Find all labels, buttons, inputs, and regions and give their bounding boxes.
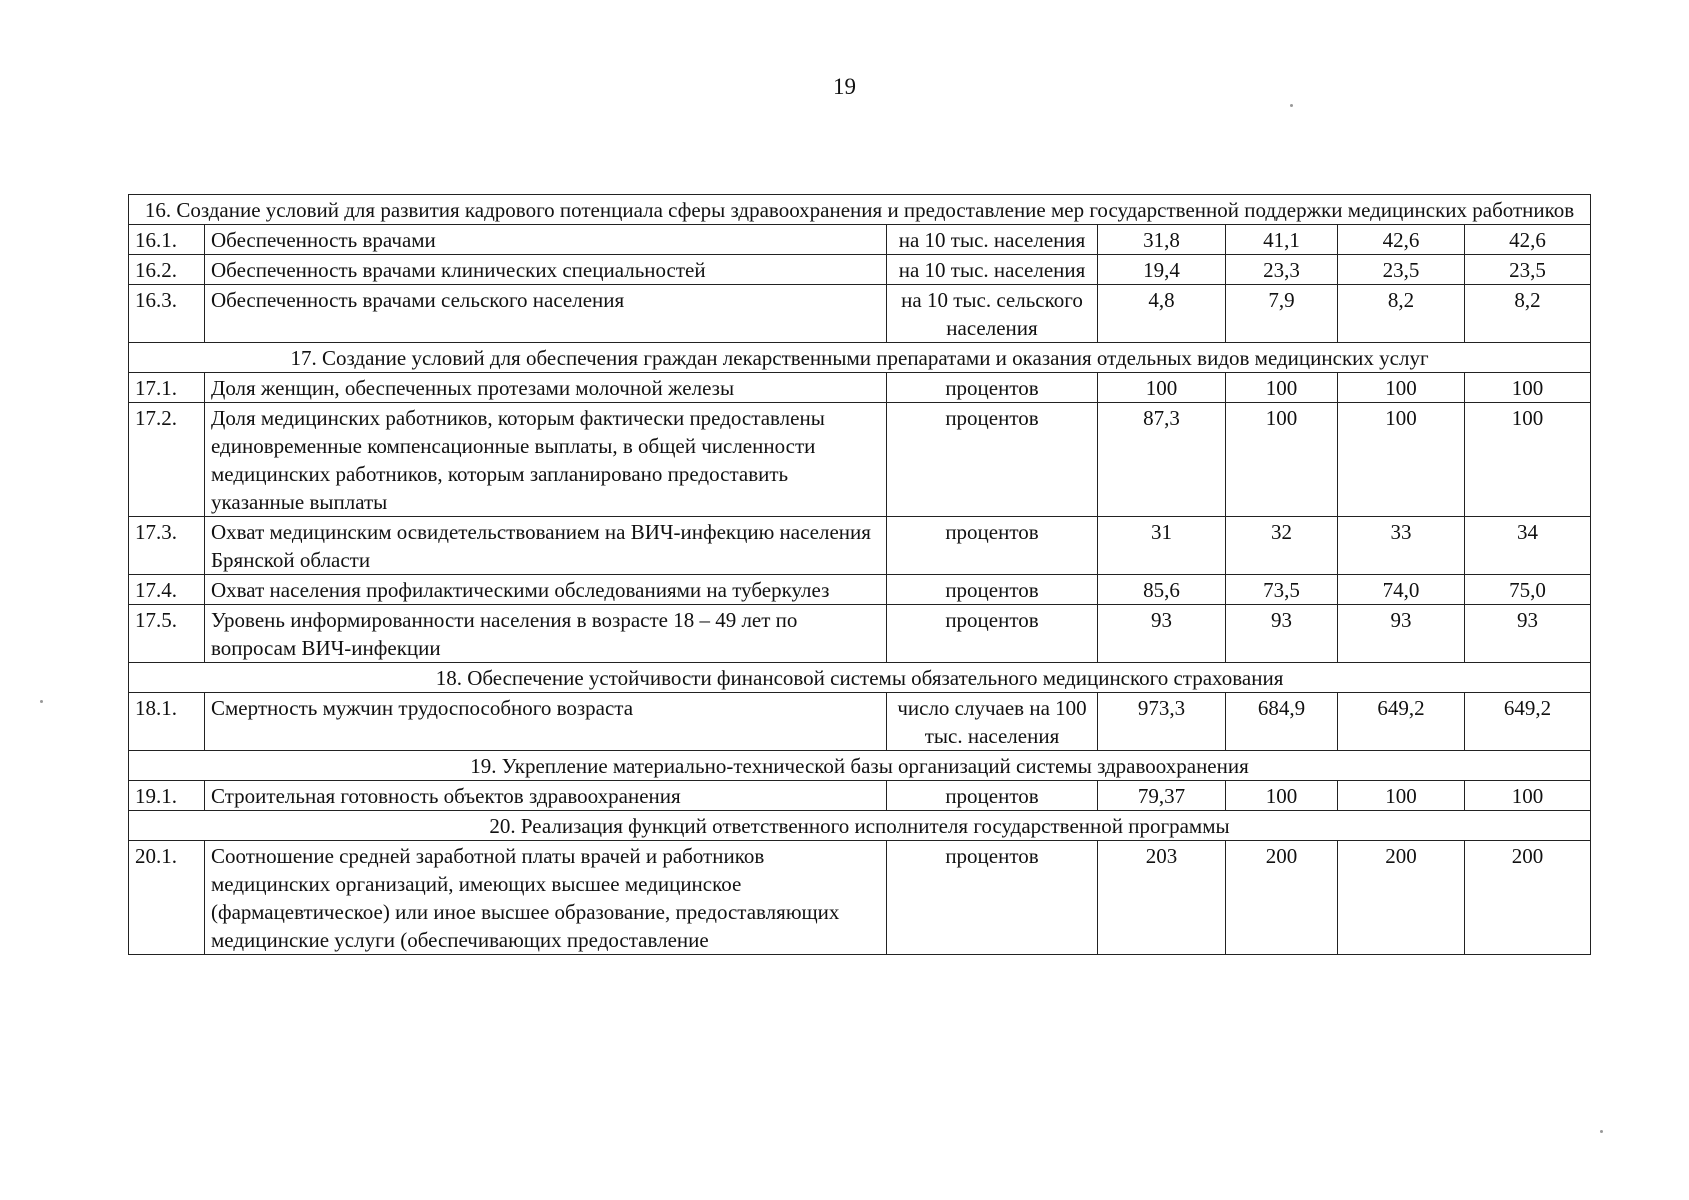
value-cell: 75,0: [1465, 575, 1591, 605]
value-cell: 100: [1226, 373, 1338, 403]
table-row: [129, 403, 1591, 517]
unit-cell: процентов: [887, 841, 1098, 955]
value-cell: 100: [1226, 781, 1338, 811]
unit-cell: процентов: [887, 373, 1098, 403]
value-cell: 93: [1338, 605, 1465, 663]
section-header-row: [129, 751, 1591, 781]
section-header-row: [129, 195, 1591, 225]
value-cell: 973,3: [1098, 693, 1226, 751]
unit-cell: процентов: [887, 781, 1098, 811]
table-row: [129, 225, 1591, 255]
section-title: 19. Укрепление материально-технической базы организаций системы здравоохранения: [129, 751, 1591, 781]
value-cell: 41,1: [1226, 225, 1338, 255]
row-number: 17.4.: [129, 575, 205, 605]
row-number: 16.3.: [129, 285, 205, 343]
indicator-name: Доля медицинских работников, которым фактически предоставлены единовременные компенсационные выплаты, в общей численности медицинских работников, которым запланировано предоставить указанные выплаты: [205, 403, 887, 517]
value-cell: 74,0: [1338, 575, 1465, 605]
table-row: [129, 575, 1591, 605]
scan-speck: [1290, 104, 1293, 107]
row-number: 16.1.: [129, 225, 205, 255]
value-cell: 100: [1338, 781, 1465, 811]
indicator-name: Соотношение средней заработной платы врачей и работников медицинских организаций, имеющих высшее медицинское (фармацевтическое) или иное высшее образование, предоставляющих медицинские услуги (обеспечивающих предоставление: [205, 841, 887, 955]
value-cell: 100: [1098, 373, 1226, 403]
section-header-row: [129, 811, 1591, 841]
scan-speck: [1600, 1130, 1603, 1133]
indicator-name: Строительная готовность объектов здравоохранения: [205, 781, 887, 811]
value-cell: 23,3: [1226, 255, 1338, 285]
section-header-row: [129, 343, 1591, 373]
row-number: 16.2.: [129, 255, 205, 285]
value-cell: 200: [1465, 841, 1591, 955]
value-cell: 32: [1226, 517, 1338, 575]
value-cell: 93: [1098, 605, 1226, 663]
unit-cell: на 10 тыс. населения: [887, 225, 1098, 255]
table-row: [129, 841, 1591, 955]
table-row: [129, 373, 1591, 403]
table-row: [129, 693, 1591, 751]
indicator-name: Охват медицинским освидетельствованием на ВИЧ-инфекцию населения Брянской области: [205, 517, 887, 575]
value-cell: 200: [1338, 841, 1465, 955]
indicator-name: Смертность мужчин трудоспособного возраста: [205, 693, 887, 751]
value-cell: 34: [1465, 517, 1591, 575]
table-row: [129, 605, 1591, 663]
value-cell: 8,2: [1338, 285, 1465, 343]
table-row: [129, 517, 1591, 575]
value-cell: 649,2: [1338, 693, 1465, 751]
table-row: [129, 255, 1591, 285]
value-cell: 100: [1465, 403, 1591, 517]
value-cell: 684,9: [1226, 693, 1338, 751]
value-cell: 19,4: [1098, 255, 1226, 285]
unit-cell: процентов: [887, 403, 1098, 517]
table-row: [129, 781, 1591, 811]
section-title: 20. Реализация функций ответственного исполнителя государственной программы: [129, 811, 1591, 841]
value-cell: 100: [1338, 403, 1465, 517]
value-cell: 8,2: [1465, 285, 1591, 343]
value-cell: 7,9: [1226, 285, 1338, 343]
row-number: 20.1.: [129, 841, 205, 955]
section-header-row: [129, 663, 1591, 693]
value-cell: 42,6: [1338, 225, 1465, 255]
value-cell: 33: [1338, 517, 1465, 575]
value-cell: 31: [1098, 517, 1226, 575]
unit-cell: число случаев на 100 тыс. населения: [887, 693, 1098, 751]
value-cell: 4,8: [1098, 285, 1226, 343]
unit-cell: процентов: [887, 517, 1098, 575]
row-number: 17.1.: [129, 373, 205, 403]
row-number: 17.2.: [129, 403, 205, 517]
value-cell: 100: [1465, 781, 1591, 811]
value-cell: 42,6: [1465, 225, 1591, 255]
unit-cell: процентов: [887, 575, 1098, 605]
value-cell: 93: [1465, 605, 1591, 663]
row-number: 17.3.: [129, 517, 205, 575]
value-cell: 79,37: [1098, 781, 1226, 811]
section-title: 17. Создание условий для обеспечения граждан лекарственными препаратами и оказания отдельных видов медицинских услуг: [129, 343, 1591, 373]
unit-cell: на 10 тыс. населения: [887, 255, 1098, 285]
value-cell: 100: [1465, 373, 1591, 403]
unit-cell: на 10 тыс. сельского населения: [887, 285, 1098, 343]
value-cell: 85,6: [1098, 575, 1226, 605]
scan-speck: [40, 700, 43, 703]
indicator-name: Охват населения профилактическими обследованиями на туберкулез: [205, 575, 887, 605]
value-cell: 31,8: [1098, 225, 1226, 255]
value-cell: 100: [1338, 373, 1465, 403]
value-cell: 93: [1226, 605, 1338, 663]
section-title: 16. Создание условий для развития кадрового потенциала сферы здравоохранения и предоставление мер государственной поддержки медицинских работников: [129, 195, 1591, 225]
indicators-table: [128, 194, 1591, 955]
value-cell: 200: [1226, 841, 1338, 955]
row-number: 19.1.: [129, 781, 205, 811]
indicator-name: Обеспеченность врачами клинических специальностей: [205, 255, 887, 285]
value-cell: 73,5: [1226, 575, 1338, 605]
value-cell: 203: [1098, 841, 1226, 955]
indicator-name: Обеспеченность врачами: [205, 225, 887, 255]
section-title: 18. Обеспечение устойчивости финансовой системы обязательного медицинского страхования: [129, 663, 1591, 693]
table-row: [129, 285, 1591, 343]
value-cell: 649,2: [1465, 693, 1591, 751]
value-cell: 100: [1226, 403, 1338, 517]
value-cell: 23,5: [1338, 255, 1465, 285]
page-number: 19: [833, 74, 856, 99]
value-cell: 87,3: [1098, 403, 1226, 517]
value-cell: 23,5: [1465, 255, 1591, 285]
indicator-name: Уровень информированности населения в возрасте 18 – 49 лет по вопросам ВИЧ-инфекции: [205, 605, 887, 663]
indicator-name: Обеспеченность врачами сельского населения: [205, 285, 887, 343]
unit-cell: процентов: [887, 605, 1098, 663]
indicator-name: Доля женщин, обеспеченных протезами молочной железы: [205, 373, 887, 403]
row-number: 18.1.: [129, 693, 205, 751]
row-number: 17.5.: [129, 605, 205, 663]
